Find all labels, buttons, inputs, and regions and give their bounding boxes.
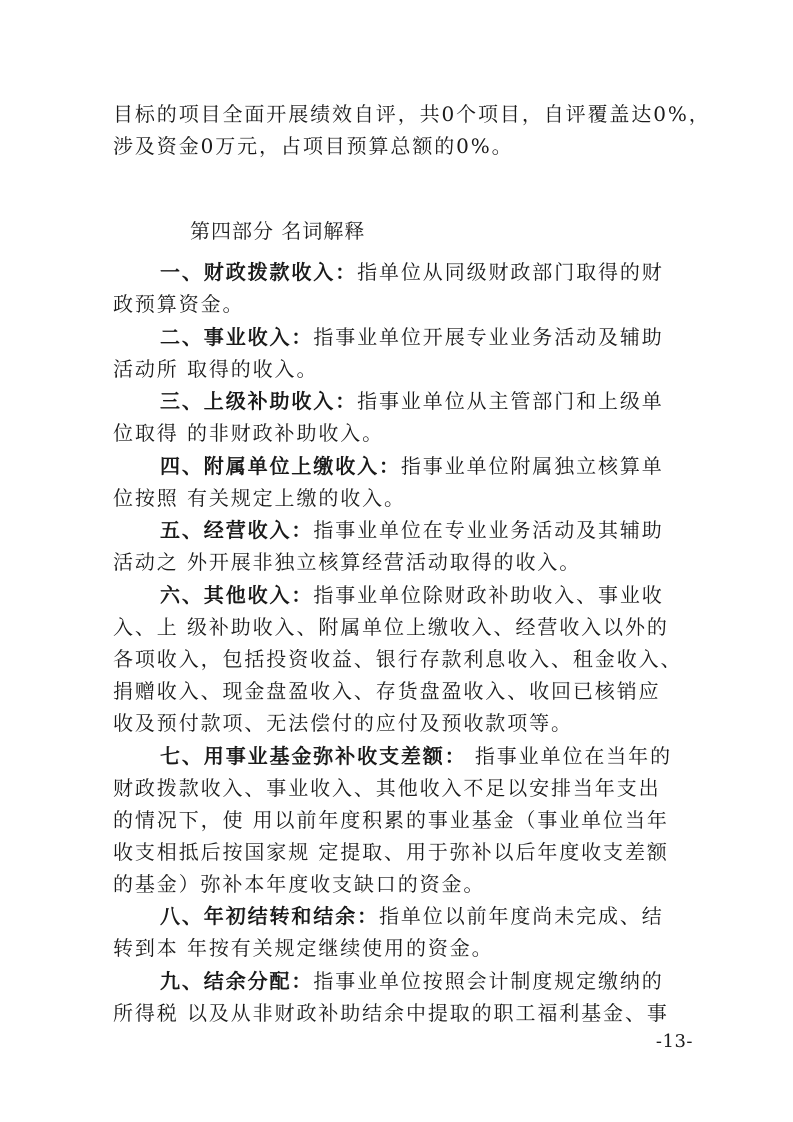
- definition-line: 位按照 有关规定上缴的收入。: [113, 486, 406, 510]
- definition-text: 指单位以前年度尚未完成、结: [379, 904, 664, 928]
- definition-line: 各项收入，包括投资收益、银行存款利息收入、租金收入、: [113, 647, 683, 671]
- definition-line: 收支相抵后按国家规 定提取、用于弥补以后年度收支差额: [113, 840, 669, 864]
- definition-term: 九、结余分配：: [160, 969, 314, 993]
- definition-text: 指事业单位开展专业业务活动及辅助: [313, 325, 664, 349]
- definition-first-line: [160, 450, 664, 482]
- definition-term: 六、其他收入：: [160, 583, 314, 607]
- definition-line: 的基金）弥补本年度收支缺口的资金。: [113, 872, 486, 896]
- definition-first-line: [160, 256, 664, 288]
- definition-term: 七、用事业基金弥补收支差额：: [160, 744, 467, 768]
- definition-line: 收及预付款项、无法偿付的应付及预收款项等。: [113, 711, 573, 735]
- definition-line: 所得税 以及从非财政补助结余中提取的职工福利基金、事: [113, 1001, 669, 1025]
- definition-line: 转到本 年按有关规定继续使用的资金。: [113, 936, 494, 960]
- definition-first-line: [160, 965, 664, 997]
- definition-first-line: [160, 321, 664, 353]
- definition-line: 位取得 的非财政补助收入。: [113, 421, 385, 445]
- intro-line-2: 涉及资金0万元，占项目预算总额的0%。: [113, 134, 514, 158]
- definition-first-line: [160, 900, 664, 932]
- definition-line: 捐赠收入、现金盘盈收入、存货盘盈收入、收回已核销应: [113, 679, 661, 703]
- definition-first-line: [160, 385, 664, 417]
- definition-term: 二、事业收入：: [160, 325, 314, 349]
- definition-term: 一、财政拨款收入：: [160, 260, 358, 284]
- definition-line: 入、上 级补助收入、附属单位上缴收入、经营收入以外的: [113, 615, 669, 639]
- definition-text: 指事业单位在专业业务活动及其辅助: [313, 518, 664, 542]
- definition-text: 指事业单位从主管部门和上级单: [357, 389, 664, 413]
- definition-line: 的情况下，使 用以前年度积累的事业基金（事业单位当年: [113, 808, 669, 832]
- definition-term: 五、经营收入：: [160, 518, 314, 542]
- definition-text: 指事业单位按照会计制度规定缴纳的: [313, 969, 664, 993]
- definition-first-line: [160, 579, 664, 611]
- definition-text: 指事业单位附属独立核算单: [400, 454, 664, 478]
- definition-term: 三、上级补助收入：: [160, 389, 358, 413]
- definition-text: 指事业单位在当年的: [466, 744, 672, 768]
- definition-line: 活动所 取得的收入。: [113, 357, 319, 381]
- definition-term: 八、年初结转和结余：: [160, 904, 379, 928]
- definition-text: 指单位从同级财政部门取得的财: [357, 260, 664, 284]
- definition-first-line: [160, 514, 664, 546]
- definition-text: 指事业单位除财政补助收入、事业收: [313, 583, 664, 607]
- definition-first-line: [160, 740, 672, 772]
- page-number: -13-: [655, 1031, 693, 1052]
- definition-line: 政预算资金。: [113, 292, 245, 316]
- definition-term: 四、附属单位上缴收入：: [160, 454, 401, 478]
- definition-line: 财政拨款收入、事业收入、其他收入不足以安排当年支出: [113, 776, 661, 800]
- intro-line-1: 目标的项目全面开展绩效自评，共0个项目，自评覆盖达0%，: [113, 102, 711, 126]
- section-title: 第四部分 名词解释: [190, 219, 366, 243]
- definition-line: 活动之 外开展非独立核算经营活动取得的收入。: [113, 550, 582, 574]
